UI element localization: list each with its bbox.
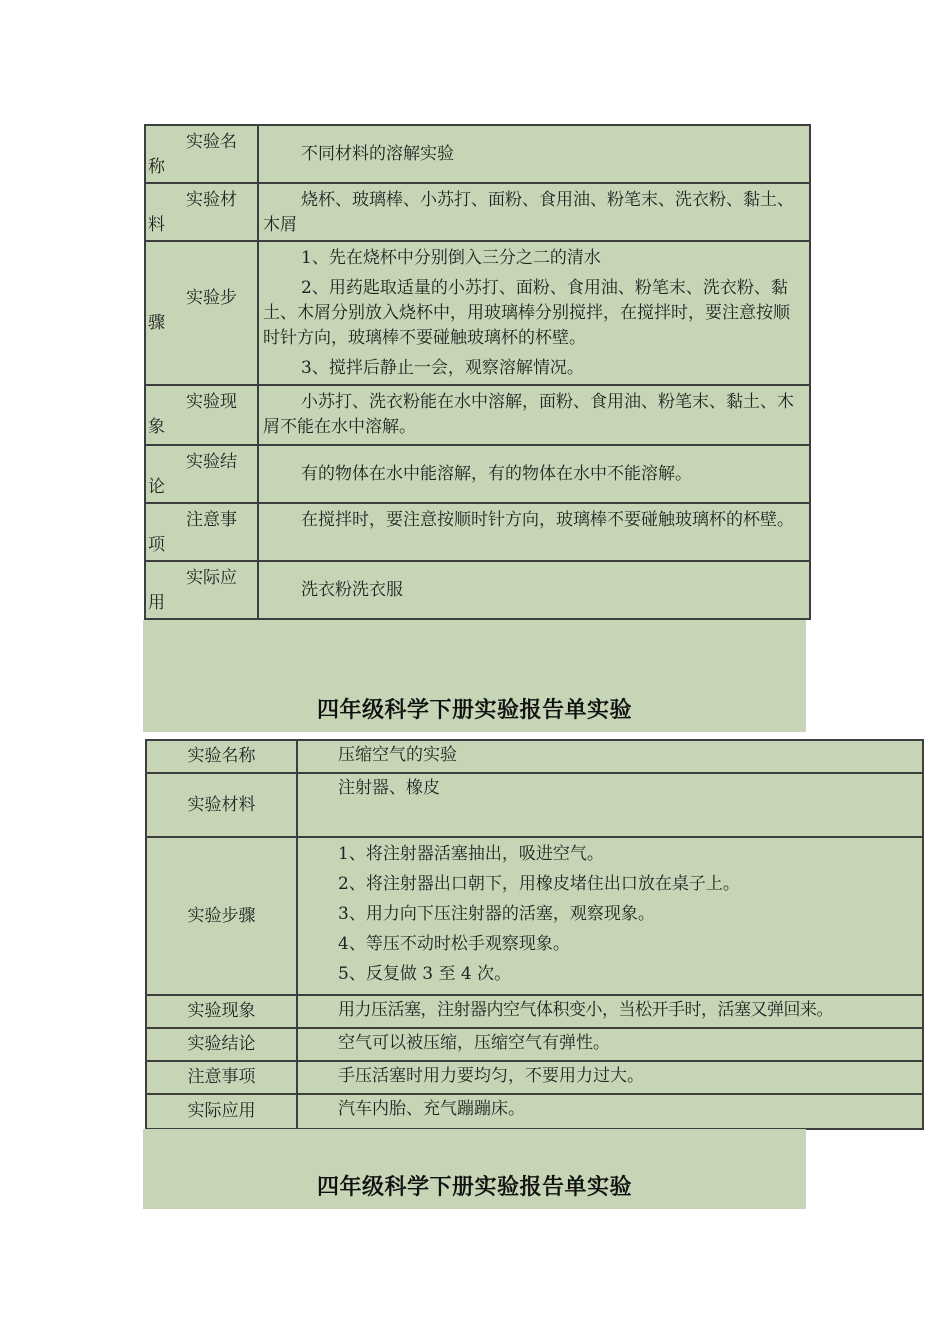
label-part-2: 称 (148, 157, 165, 177)
table-row-name (146, 126, 809, 184)
row-value (298, 838, 922, 994)
label-part-1: 注意事 (186, 510, 237, 530)
step-item: 1、先在烧杯中分别倒入三分之二的清水 (301, 248, 601, 268)
label-part-1: 实验名 (186, 132, 237, 152)
table-row-application (147, 1095, 922, 1128)
section-heading: 四年级科学下册实验报告单实验 (316, 697, 632, 723)
row-label: 实验步骤 (147, 838, 298, 994)
label-part-2: 料 (148, 215, 165, 235)
label-part-1: 实验步 (186, 288, 237, 308)
row-label: 实验现象 (147, 996, 298, 1027)
table-row-steps (146, 242, 809, 386)
label-part-1: 实验现 (186, 392, 237, 412)
row-label: 实验结论 (147, 1029, 298, 1060)
row-label (146, 126, 259, 182)
table-row-materials (146, 184, 809, 242)
row-value: 小苏打、洗衣粉能在水中溶解，面粉、食用油、粉笔末、黏土、木屑不能在水中溶解。 (263, 392, 794, 437)
row-label (146, 184, 259, 240)
heading-band (143, 1129, 806, 1209)
table-row-name (147, 741, 922, 774)
experiment-table-dissolving (144, 124, 811, 620)
row-label (146, 504, 259, 560)
row-value: 压缩空气的实验 (338, 745, 457, 765)
label-part-1: 实验材 (186, 190, 237, 210)
row-label: 实验名称 (147, 741, 298, 772)
step-item: 4、等压不动时松手观察现象。 (338, 934, 570, 954)
row-value (259, 242, 809, 384)
row-value: 在搅拌时，要注意按顺时针方向，玻璃棒不要碰触玻璃杯的杯壁。 (301, 510, 794, 530)
row-label: 实验材料 (147, 774, 298, 836)
table-row-phenomenon (146, 386, 809, 446)
table-row-conclusion (146, 446, 809, 504)
step-item: 5、反复做 3 至 4 次。 (338, 964, 512, 984)
row-value: 注射器、橡皮 (338, 778, 440, 798)
table-row-notes (147, 1062, 922, 1095)
row-value: 用力压活塞，注射器内空气体积变小，当松开手时，活塞又弹回来。 (338, 1000, 833, 1020)
table-row-materials (147, 774, 922, 838)
table-row-steps (147, 838, 922, 996)
row-value: 有的物体在水中能溶解，有的物体在水中不能溶解。 (301, 463, 692, 484)
label-part-1: 实验结 (186, 452, 237, 472)
row-label: 注意事项 (147, 1062, 298, 1093)
step-item: 2、将注射器出口朝下，用橡皮堵住出口放在桌子上。 (338, 874, 740, 894)
step-item: 1、将注射器活塞抽出，吸进空气。 (338, 844, 604, 864)
step-item: 3、搅拌后静止一会，观察溶解情况。 (301, 358, 584, 378)
row-label (146, 446, 259, 502)
row-value: 手压活塞时用力要均匀，不要用力过大。 (338, 1066, 644, 1086)
row-value: 烧杯、玻璃棒、小苏打、面粉、食用油、粉笔末、洗衣粉、黏土、木屑 (263, 190, 794, 235)
label-part-2: 用 (148, 593, 165, 613)
row-value: 洗衣粉洗衣服 (301, 579, 403, 600)
label-part-2: 论 (148, 477, 165, 497)
row-label (146, 562, 259, 618)
row-value: 空气可以被压缩，压缩空气有弹性。 (338, 1033, 610, 1053)
row-value: 汽车内胎、充气蹦蹦床。 (338, 1099, 525, 1119)
step-item: 2、用药匙取适量的小苏打、面粉、食用油、粉笔末、洗衣粉、黏土、木屑分别放入烧杯中，用玻璃棒分别搅拌，在搅拌时，要注意按顺时针方向，玻璃棒不要碰触玻璃杯的杯壁。 (263, 278, 790, 348)
table-row-conclusion (147, 1029, 922, 1062)
heading-band (143, 620, 806, 732)
label-part-2: 象 (148, 417, 165, 437)
row-value: 不同材料的溶解实验 (301, 143, 454, 164)
step-item: 3、用力向下压注射器的活塞，观察现象。 (338, 904, 655, 924)
table-row-application (146, 562, 809, 618)
label-part-2: 骤 (148, 313, 165, 333)
row-label (146, 386, 259, 444)
row-label: 实际应用 (147, 1095, 298, 1128)
section-heading: 四年级科学下册实验报告单实验 (316, 1174, 632, 1200)
label-part-1: 实际应 (186, 568, 237, 588)
table-row-notes (146, 504, 809, 562)
table-row-phenomenon (147, 996, 922, 1029)
label-part-2: 项 (148, 535, 165, 555)
experiment-table-compress-air (145, 739, 924, 1130)
row-label (146, 242, 259, 384)
